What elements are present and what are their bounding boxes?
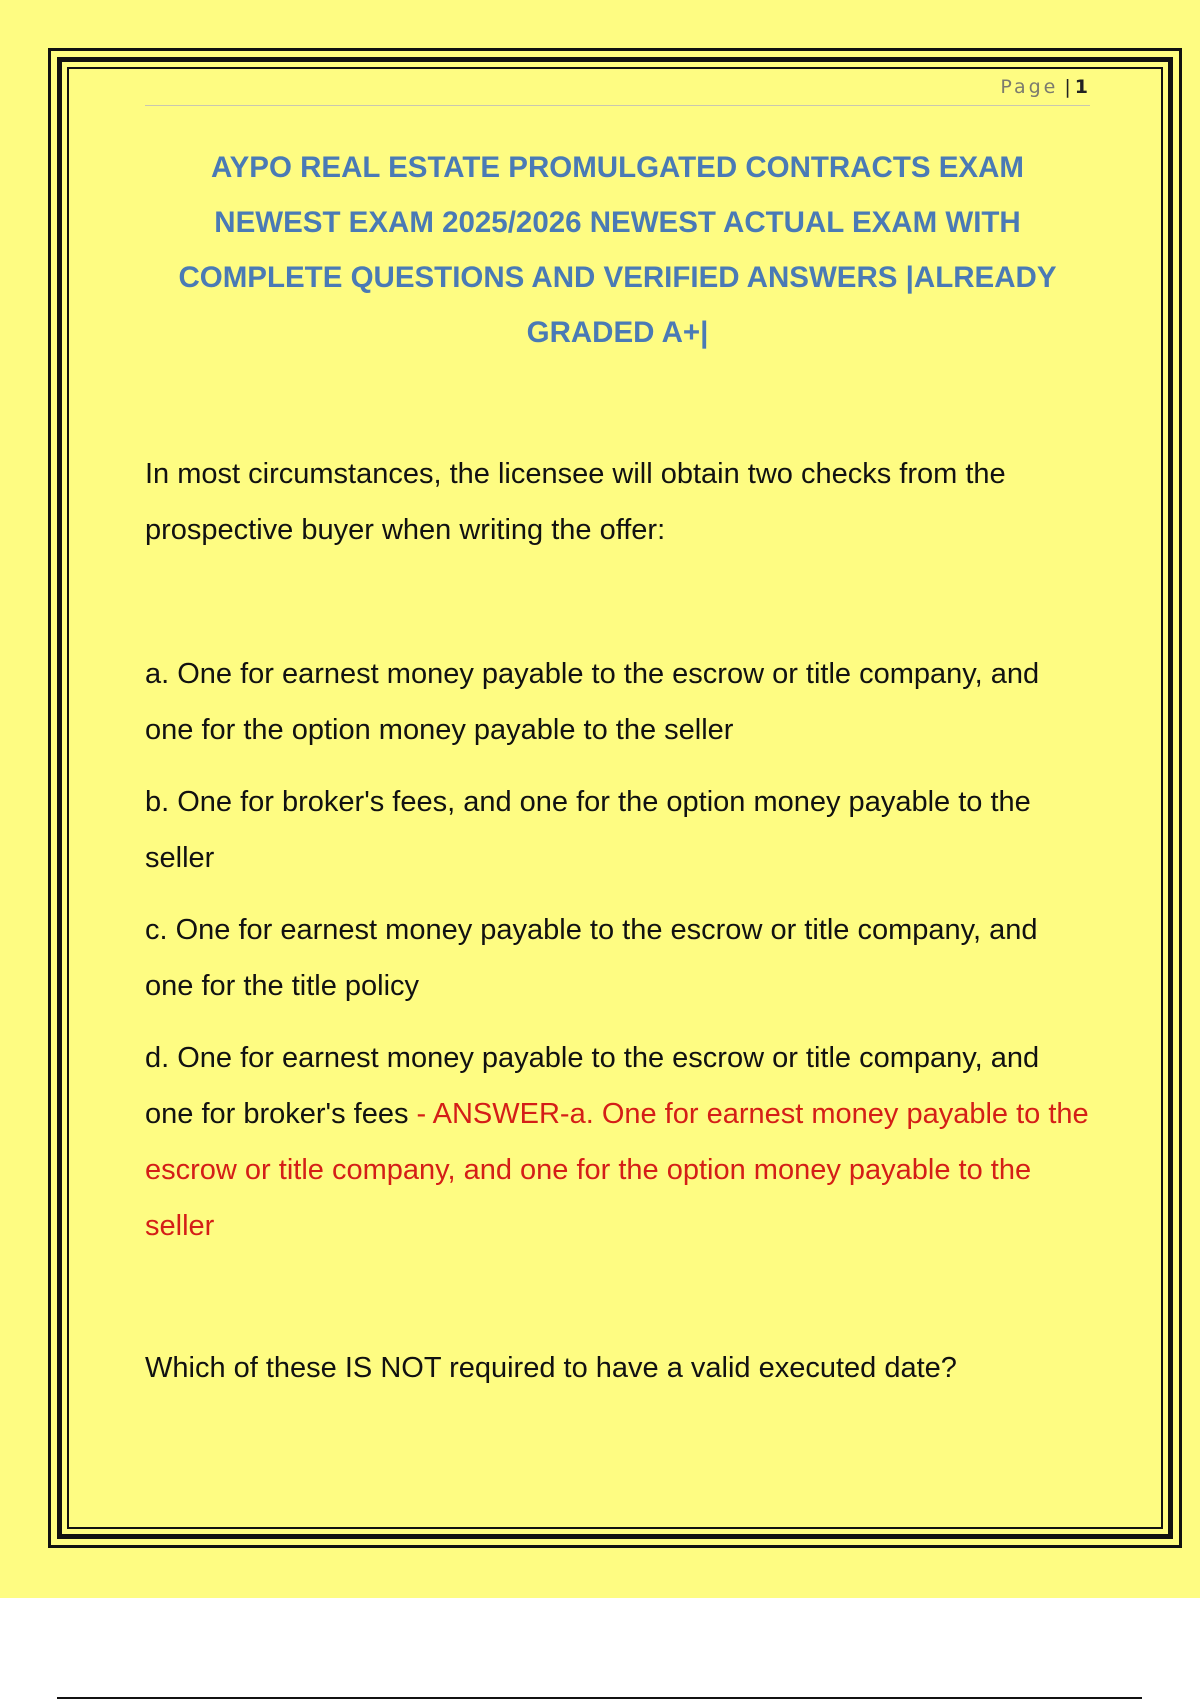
page-header [145, 76, 1090, 106]
question-1-answer: - ANSWER-a. One for earnest money payable to the escrow or title company, and one for the option money payable to the seller [145, 1098, 1089, 1242]
question-1-option-d-with-answer [145, 1030, 1090, 1254]
question-1-option-a: a. One for earnest money payable to the escrow or title company, and one for the option money payable to the seller [145, 658, 1040, 746]
document-title: AYPO REAL ESTATE PROMULGATED CONTRACTS EXAM NEWEST EXAM 2025/2026 NEWEST ACTUAL EXAM WITH COMPLETE QUESTIONS AND VERIFIED ANSWERS |ALREADY GRADED A+| [178, 151, 1057, 349]
page-number-value: 1 [1074, 76, 1088, 98]
page-separator: | [1064, 76, 1071, 98]
footer-divider [57, 1697, 1142, 1699]
question-1-prompt: In most circumstances, the licensee will obtain two checks from the prospective buyer when writing the offer: [145, 458, 1006, 546]
page-number [1000, 76, 1088, 98]
question-1-option-d: d. One for earnest money payable to the escrow or title company, and one for broker's fees [145, 1042, 1040, 1130]
question-2-prompt: Which of these IS NOT required to have a valid executed date? [145, 1352, 957, 1384]
page-label: Page [1000, 76, 1059, 98]
question-1-option-b: b. One for broker's fees, and one for the option money payable to the seller [145, 786, 1031, 874]
question-1-option-c: c. One for earnest money payable to the escrow or title company, and one for the title policy [145, 914, 1038, 1002]
